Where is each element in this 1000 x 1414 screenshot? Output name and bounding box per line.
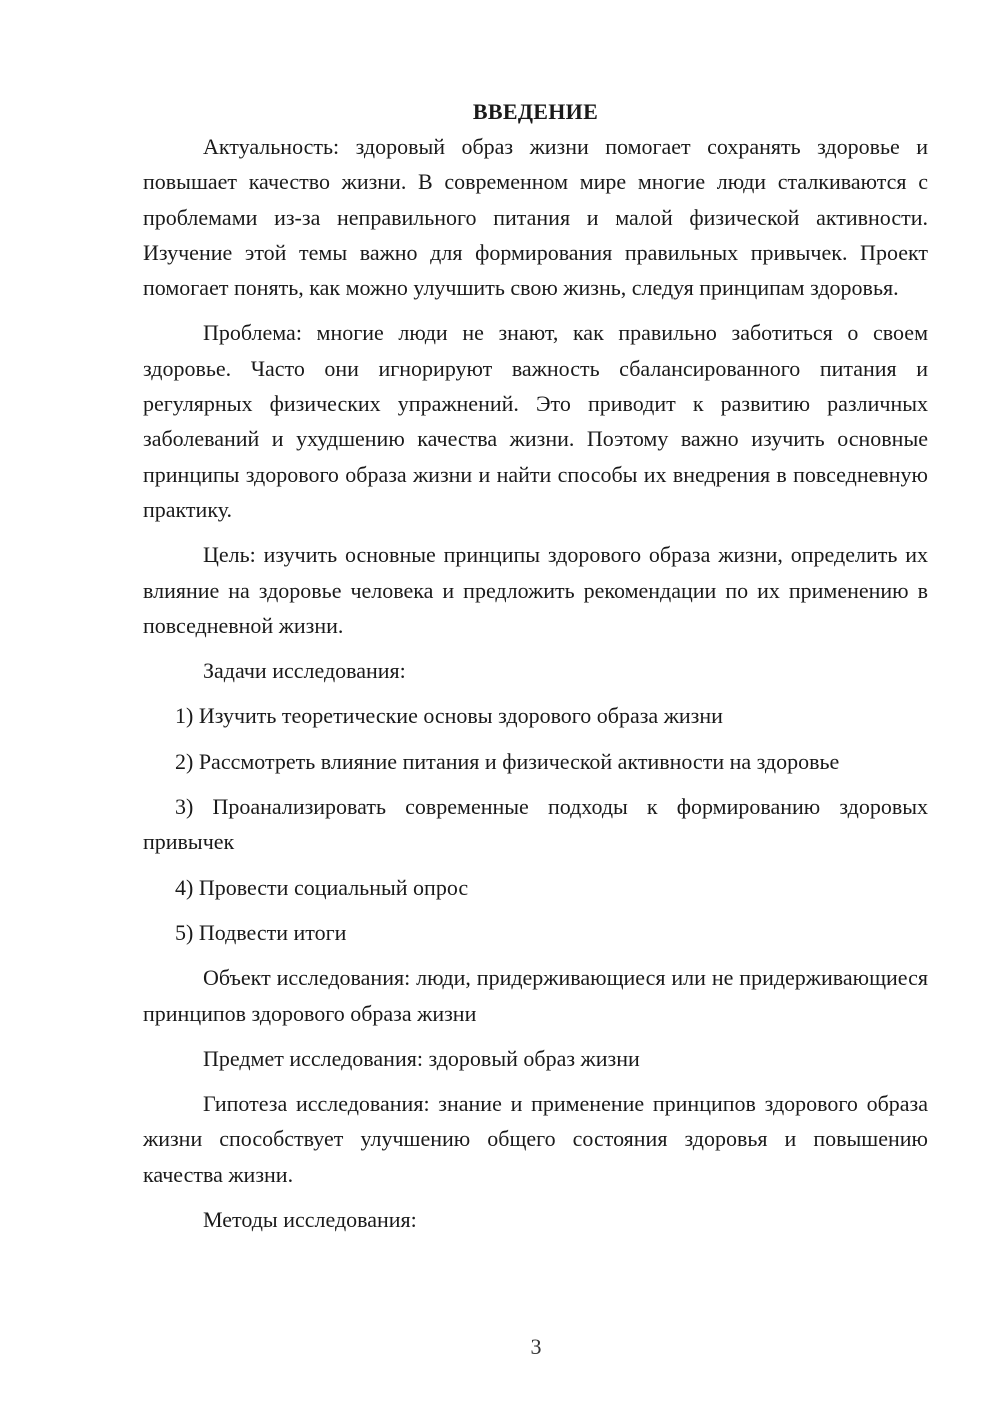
hypothesis-paragraph: Гипотеза исследования: знание и применение принципов здорового образа жизни способствует улучшению общего состояния здоровья и повышению качества жизни. <box>143 1091 928 1187</box>
page-content <box>143 94 928 1247</box>
object-paragraph: Объект исследования: люди, придерживающиеся или не придерживающиеся принципов здорового образа жизни <box>143 965 928 1026</box>
task-item: 1) Изучить теоретические основы здорового образа жизни <box>175 703 723 729</box>
subject-paragraph: Предмет исследования: здоровый образ жизни <box>203 1045 640 1071</box>
goal-paragraph: Цель: изучить основные принципы здорового образа жизни, определить их влияние на здоровье человека и предложить рекомендации по их применению в повседневной жизни. <box>143 542 928 638</box>
section-heading: ВВЕДЕНИЕ <box>472 99 599 124</box>
tasks-title: Задачи исследования: <box>203 658 406 684</box>
task-item: 3) Проанализировать современные подходы к формированию здоровых привычек <box>143 794 928 855</box>
task-item: 5) Подвести итоги <box>175 919 347 945</box>
task-item: 2) Рассмотреть влияние питания и физической активности на здоровье <box>175 748 840 774</box>
problem-paragraph: Проблема: многие люди не знают, как правильно заботиться о своем здоровье. Часто они игнорируют важность сбалансированного питания и регулярных физических упражнений. Это приводит к развитию различных заболеваний и ухудшению качества жизни. Поэтому важно изучить основные принципы здорового образа жизни и найти способы их внедрения в повседневную практику. <box>143 320 928 522</box>
relevance-paragraph: Актуальность: здоровый образ жизни помогает сохранять здоровье и повышает качество жизни. В современном мире многие люди сталкиваются с проблемами из-за неправильного питания и малой физической активности. Изучение этой темы важно для формирования правильных привычек. Проект помогает понять, как можно улучшить свою жизнь, следуя принципам здоровья. <box>143 134 928 301</box>
methods-title: Методы исследования: <box>203 1207 417 1233</box>
task-item: 4) Провести социальный опрос <box>175 874 469 900</box>
page-number: 3 <box>530 1334 542 1359</box>
